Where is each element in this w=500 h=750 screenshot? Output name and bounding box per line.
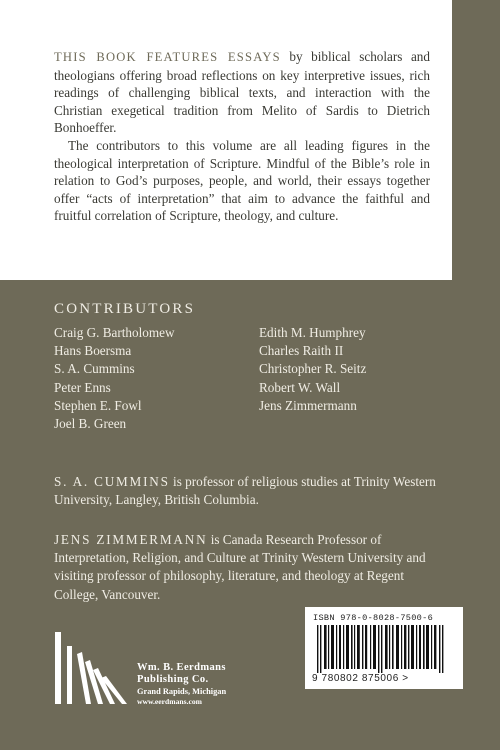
bio-zimmermann-text: is Canada Research Professor of Interpretation, Religion, and Culture at Trinity Western University and visiting professor of philosophy, literature, and theology at Regent College, Vancouver.	[54, 532, 426, 602]
bio-zimmermann	[54, 531, 446, 604]
blurb-paragraph-1	[54, 48, 430, 137]
eerdmans-logo-icon	[55, 632, 129, 704]
contributor-name: Christopher R. Seitz	[259, 361, 367, 377]
publisher-imprint	[137, 662, 226, 707]
bio-cummins	[54, 473, 446, 509]
contributor-name: Hans Boersma	[54, 343, 132, 359]
publisher-name-line2: Publishing Co.	[137, 674, 209, 685]
contributor-name: Craig G. Bartholomew	[54, 325, 175, 340]
contributor-name: Robert W. Wall	[259, 379, 341, 395]
contributor-name: Stephen E. Fowl	[54, 397, 142, 413]
contributors-heading: CONTRIBUTORS	[54, 301, 196, 317]
contributors-list-right	[259, 324, 366, 415]
isbn-label: ISBN 978-0-8028-7500-6	[313, 613, 434, 623]
bio-cummins-text: is professor of religious studies at Trinity Western University, Langley, British Columbia.	[54, 474, 436, 508]
contributor-name: Joel B. Green	[54, 416, 127, 432]
barcode-digits: 9 780802 875006 >	[312, 673, 409, 684]
publisher-city: Grand Rapids, Michigan	[137, 687, 227, 696]
contributor-name: Charles Raith II	[259, 343, 344, 359]
blurb-paragraph-2: The contributors to this volume are all leading figures in the theological interpretation of Scripture. Mindful of the Bible’s role in relation to God’s purposes, people, and world, their essays together offer “acts of interpretation” that aim to advance the faithful and fruitful correlation of Scripture, theology, and culture.	[54, 137, 430, 224]
publisher-name-line1: Wm. B. Eerdmans	[137, 662, 226, 673]
barcode-icon	[313, 625, 453, 673]
bio-cummins-name: S. A. CUMMINS	[54, 474, 170, 489]
blurb-paragraph-1-text: by biblical scholars and theologians offering broad reflections on key interpretive issues, rich readings of challenging biblical texts, and interaction with the Christian exegetical tradition from Melito of Sardis to Dietrich Bonhoeffer.	[54, 49, 430, 136]
contributor-name: Edith M. Humphrey	[259, 325, 366, 340]
contributor-name: Peter Enns	[54, 379, 111, 395]
blurb	[54, 48, 430, 225]
blurb-lead-caps: THIS BOOK FEATURES ESSAYS	[54, 50, 281, 64]
publisher-url: www.eerdmans.com	[137, 697, 202, 706]
contributors-list-left	[54, 324, 175, 433]
contributor-name: Jens Zimmermann	[259, 397, 357, 413]
contributor-name: S. A. Cummins	[54, 361, 135, 377]
bio-zimmermann-name: JENS ZIMMERMANN	[54, 532, 208, 547]
